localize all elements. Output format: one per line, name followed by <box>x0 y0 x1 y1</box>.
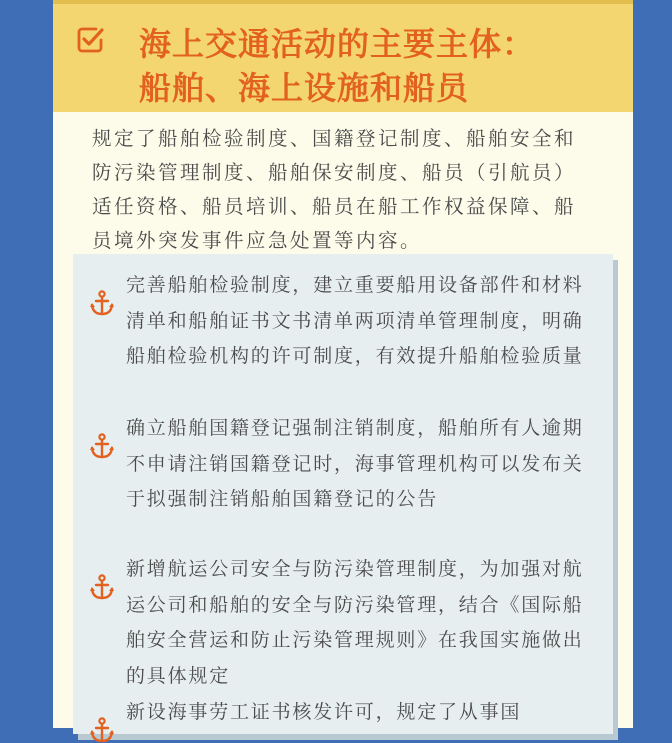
item-text: 新设海事劳工证书核发许可，规定了从事国 <box>126 701 522 723</box>
title-line-2: 船舶、海上设施和船员 <box>139 69 470 107</box>
checkbox-icon <box>76 26 104 54</box>
anchor-icon <box>89 433 115 459</box>
anchor-icon <box>89 574 115 600</box>
intro-paragraph: 规定了船舶检验制度、国籍登记制度、船舶安全和防污染管理制度、船舶保安制度、船员（引航员）适任资格、船员培训、船员在船工作权益保障、船员境外突发事件应急处置等内容。 <box>92 127 577 252</box>
item-text: 完善船舶检验制度，建立重要船用设备部件和材料清单和船舶证书文书清单两项清单管理制度，明确船舶检验机构的许可制度，有效提升船舶检验质量 <box>126 274 584 367</box>
title-line-1: 海上交通活动的主要主体： <box>139 25 536 63</box>
anchor-icon <box>89 717 115 743</box>
items-panel <box>73 254 613 734</box>
section-header <box>53 0 633 112</box>
page-title <box>139 22 535 110</box>
item-text: 确立船舶国籍登记强制注销制度，船舶所有人逾期不申请注销国籍登记时，海事管理机构可以发布关于拟强制注销船舶国籍登记的公告 <box>126 417 584 510</box>
anchor-icon <box>89 290 115 316</box>
item-text: 新增航运公司安全与防污染管理制度，为加强对航运公司和船舶的安全与防污染管理，结合《国际船舶安全营运和防止污染管理规则》在我国实施做出的具体规定 <box>126 558 584 687</box>
